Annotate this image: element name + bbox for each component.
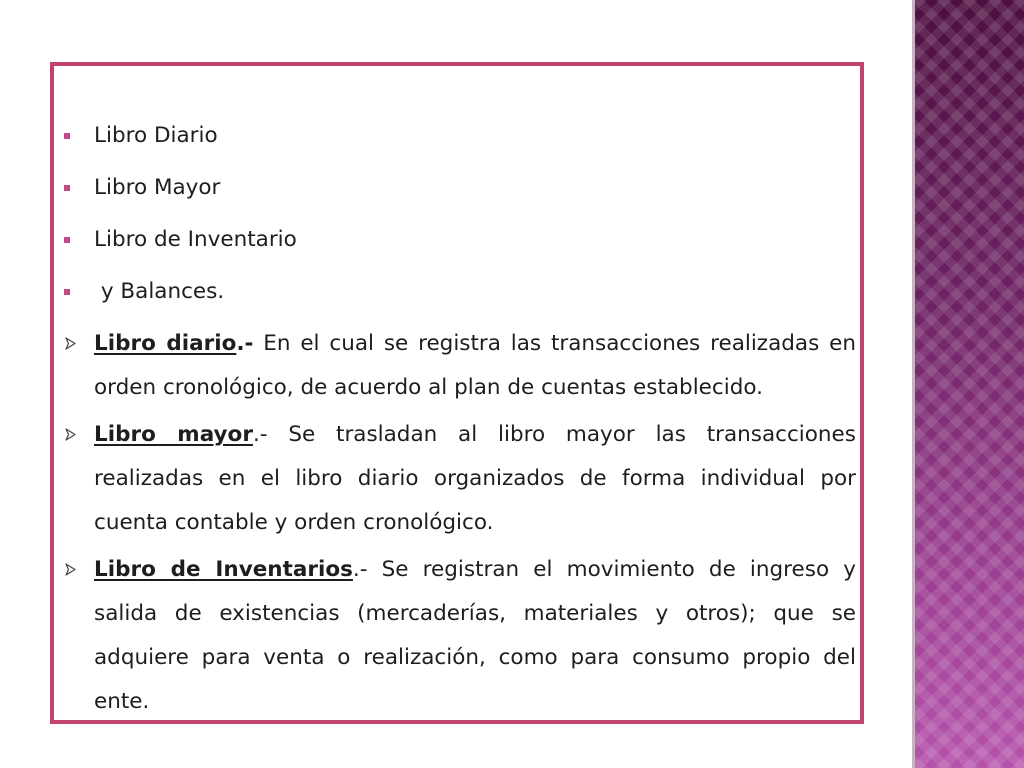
bullet-text: Libro de Inventario (94, 227, 297, 252)
arrow-bullet-icon (64, 563, 77, 576)
definition-term: Libro mayor (94, 422, 253, 447)
bullet-text: y Balances. (94, 279, 225, 304)
list-item (64, 218, 856, 270)
arrow-bullet-icon (64, 337, 77, 350)
content-list (64, 114, 856, 727)
definition-text: Se trasladan al libro mayor las transacciones realizadas en el libro diario organizados de forma individual por cuenta contable y orden cronológico. (94, 422, 856, 535)
definition-term: Libro de Inventarios (94, 557, 353, 582)
list-item (64, 166, 856, 218)
square-bullet-icon (64, 289, 70, 295)
content-frame (50, 62, 864, 724)
definition-separator: .- (252, 422, 268, 447)
square-bullet-icon (64, 185, 70, 191)
definition-item (64, 322, 856, 410)
arrow-bullet-icon (64, 428, 77, 441)
definition-term: Libro diario (94, 331, 237, 356)
bullet-text: Libro Diario (94, 123, 218, 148)
definition-item (64, 413, 856, 545)
bullet-text: Libro Mayor (94, 175, 221, 200)
definition-separator: .- (352, 557, 368, 582)
definition-text: En el cual se registra las transacciones realizadas en orden cronológico, de acuerdo al plan de cuentas establecido. (94, 331, 856, 400)
square-bullet-icon (64, 133, 70, 139)
square-bullet-icon (64, 237, 70, 243)
decorative-side-panel (912, 0, 1024, 768)
list-item (64, 114, 856, 166)
definition-separator: .- (236, 331, 254, 356)
list-item (64, 270, 856, 322)
definition-text: Se registran el movimiento de ingreso y salida de existencias (mercaderías, materiales y otros); que se adquiere para venta o realización, como para consumo propio del ente. (94, 557, 856, 714)
definition-item (64, 548, 856, 724)
